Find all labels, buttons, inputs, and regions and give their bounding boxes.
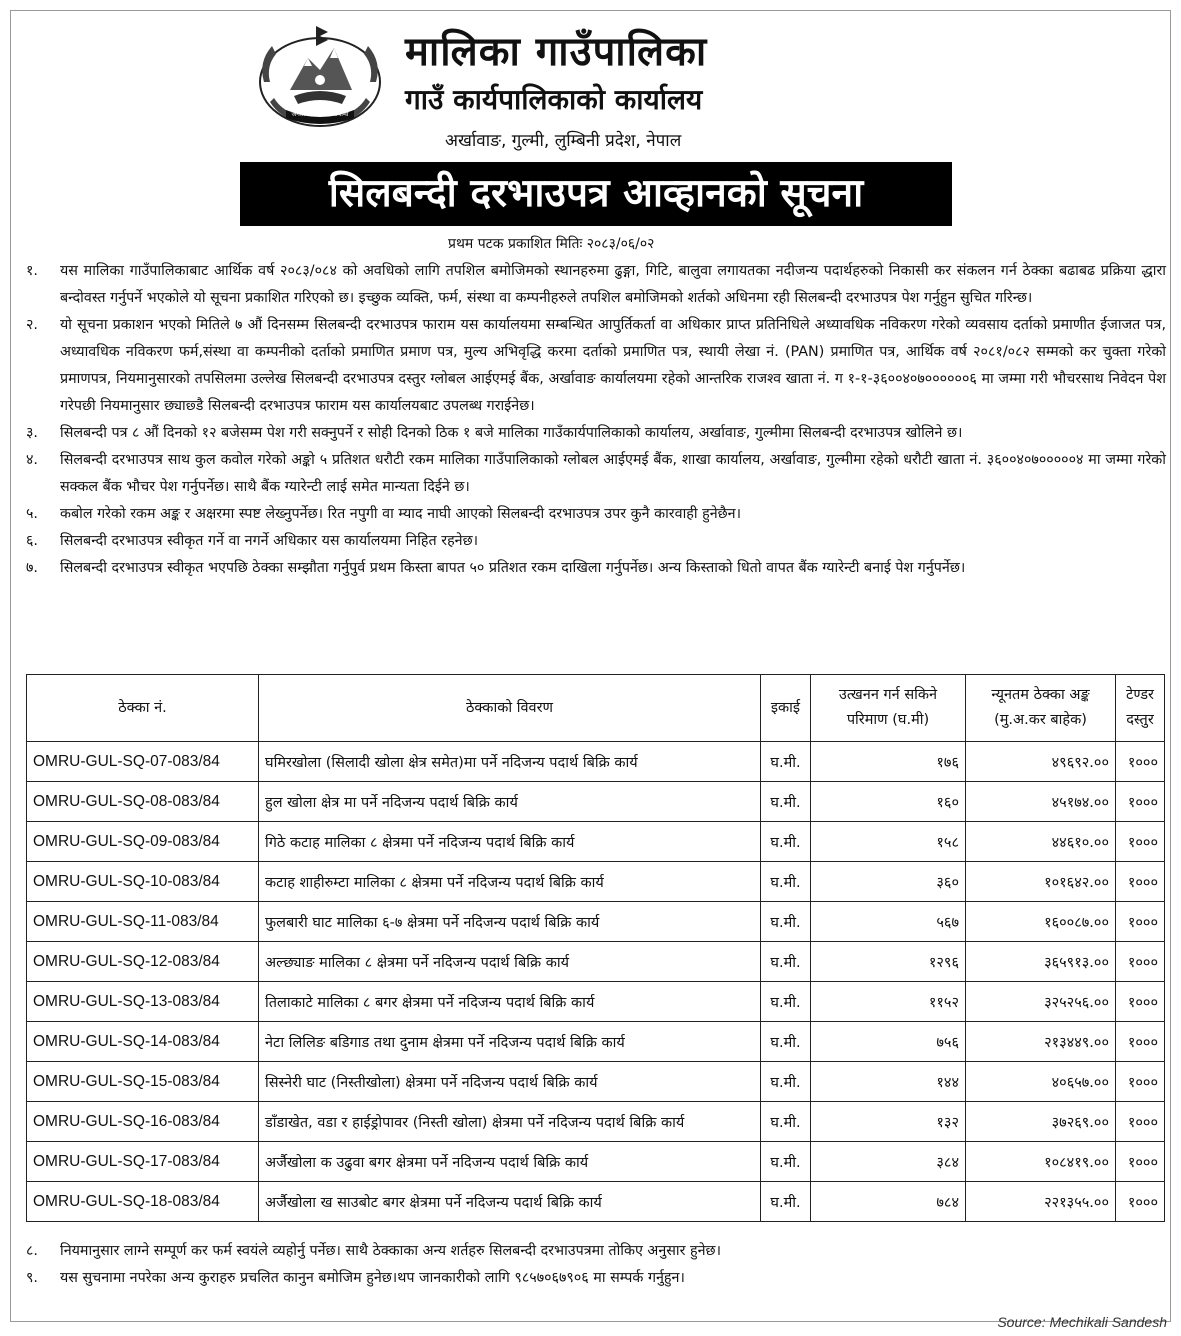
tender-code: OMRU-GUL-SQ-17-083/84 bbox=[27, 1142, 259, 1182]
table-row bbox=[27, 1182, 1165, 1222]
clause-item bbox=[26, 447, 1166, 501]
clause-item bbox=[26, 1238, 1166, 1265]
tender-quantity: १५८ bbox=[811, 822, 966, 862]
clause-item bbox=[26, 1265, 1166, 1292]
clause-item bbox=[26, 420, 1166, 447]
tender-min-amount: २१३४४९.०० bbox=[966, 1022, 1116, 1062]
tender-fee: १००० bbox=[1116, 982, 1165, 1022]
footer-clause-list bbox=[26, 1238, 1166, 1292]
tender-unit: घ.मी. bbox=[761, 742, 811, 782]
tender-fee: १००० bbox=[1116, 862, 1165, 902]
clause-item bbox=[26, 528, 1166, 555]
clause-item bbox=[26, 501, 1166, 528]
table-row bbox=[27, 1102, 1165, 1142]
tender-code: OMRU-GUL-SQ-15-083/84 bbox=[27, 1062, 259, 1102]
clause-text: यो सूचना प्रकाशन भएको मितिले ७ औं दिनसम्म सिलबन्दी दरभाउपत्र फाराम यस कार्यालयमा सम्बन्धित आपुर्तिकर्ता वा अधिकार प्राप्त प्रतिनिधिले अध्यावधिक नविकरण गरेको व्यवसाय दर्ताको प्रमाणीत ईजाजत पत्र, अध्यावधिक नविकरण फर्म,संस्था वा कम्पनीको दर्ताको प्रमाणित प्रमाण पत्र, मुल्य अभिवृद्धि करमा दर्ताको प्रमाणित पत्र, स्थायी लेखा नं. (PAN) प्रमाणित पत्र, आर्थिक वर्ष २०८१/०८२ सम्मको कर चुक्ता गरेको प्रमाणपत्र, नियमानुसारको तपसिलमा उल्लेख सिलबन्दी दरभाउपत्र दस्तुर ग्लोबल आईएमई बैंक, अर्खावाङ कार्यालयमा रहेको आन्तरिक राजश्व खाता नं. ग १-१-३६००४०७००००००६ मा जम्मा गरी भौचरसाथ निवेदन पेश गरेपछी नियमानुसार छ्याछ्डै सिलबन्दी दरभाउपत्र फाराम यस कार्यालयबाट उपलब्ध गराईनेछ। bbox=[60, 317, 1166, 414]
table-row bbox=[27, 982, 1165, 1022]
tender-fee: १००० bbox=[1116, 1142, 1165, 1182]
tender-code: OMRU-GUL-SQ-18-083/84 bbox=[27, 1182, 259, 1222]
tender-unit: घ.मी. bbox=[761, 902, 811, 942]
tender-min-amount: १०८४१९.०० bbox=[966, 1142, 1116, 1182]
tender-quantity: १२९६ bbox=[811, 942, 966, 982]
tender-fee: १००० bbox=[1116, 742, 1165, 782]
tender-code: OMRU-GUL-SQ-14-083/84 bbox=[27, 1022, 259, 1062]
clause-number: ३. bbox=[26, 425, 38, 441]
tender-unit: घ.मी. bbox=[761, 982, 811, 1022]
tender-min-amount: १०१६४२.०० bbox=[966, 862, 1116, 902]
tender-quantity: १६० bbox=[811, 782, 966, 822]
clause-text: नियमानुसार लाग्ने सम्पूर्ण कर फर्म स्वयंले व्यहोर्नु पर्नेछ। साथै ठेक्काका अन्य शर्तहरु सिलबन्दी दरभाउपत्रमा तोकिए अनुसार हुनेछ। bbox=[60, 1243, 721, 1259]
address: अर्खावाङ, गुल्मी, लुम्बिनी प्रदेश, नेपाल bbox=[445, 131, 682, 151]
tender-table bbox=[26, 674, 1165, 1222]
tender-fee: १००० bbox=[1116, 1022, 1165, 1062]
clause-number: ७. bbox=[26, 560, 38, 576]
tender-description: कटाह शाहीरुम्टा मालिका ८ क्षेत्रमा पर्ने नदिजन्य पदार्थ बिक्रि कार्य bbox=[259, 862, 761, 902]
clause-text: सिलबन्दी दरभाउपत्र स्वीकृत भएपछि ठेक्का सम्झौता गर्नुपुर्व प्रथम किस्ता बापत ५० प्रतिशत रकम दाखिला गर्नुपर्नेछ। अन्य किस्ताको धितो वापत बैंक ग्यारेन्टी बनाई पेश गर्नुपर्नेछ। bbox=[60, 560, 966, 576]
tender-unit: घ.मी. bbox=[761, 862, 811, 902]
tender-description: नेटा लिलिङ बडिगाड तथा दुनाम क्षेत्रमा पर्ने नदिजन्य पदार्थ बिक्रि कार्य bbox=[259, 1022, 761, 1062]
tender-quantity: ११५२ bbox=[811, 982, 966, 1022]
notice-title: सिलबन्दी दरभाउपत्र आव्हानको सूचना bbox=[240, 162, 952, 226]
tender-min-amount: ४५१७४.०० bbox=[966, 782, 1116, 822]
column-header: उत्खनन गर्न सकिने परिमाण (घ.मी) bbox=[811, 675, 966, 742]
tender-code: OMRU-GUL-SQ-11-083/84 bbox=[27, 902, 259, 942]
tender-unit: घ.मी. bbox=[761, 942, 811, 982]
table-row bbox=[27, 822, 1165, 862]
tender-code: OMRU-GUL-SQ-13-083/84 bbox=[27, 982, 259, 1022]
tender-description: घमिरखोला (सिलादी खोला क्षेत्र समेत)मा पर्ने नदिजन्य पदार्थ बिक्रि कार्य bbox=[259, 742, 761, 782]
tender-fee: १००० bbox=[1116, 822, 1165, 862]
tender-min-amount: ४४६१०.०० bbox=[966, 822, 1116, 862]
tender-quantity: ७५६ bbox=[811, 1022, 966, 1062]
clause-item bbox=[26, 312, 1166, 420]
tender-min-amount: ४९६९२.०० bbox=[966, 742, 1116, 782]
table-row bbox=[27, 1022, 1165, 1062]
tender-quantity: ५६७ bbox=[811, 902, 966, 942]
tender-code: OMRU-GUL-SQ-12-083/84 bbox=[27, 942, 259, 982]
tender-unit: घ.मी. bbox=[761, 1182, 811, 1222]
table-header-row bbox=[27, 675, 1165, 742]
clause-number: ९. bbox=[26, 1270, 38, 1286]
clause-list bbox=[26, 258, 1166, 582]
tender-code: OMRU-GUL-SQ-16-083/84 bbox=[27, 1102, 259, 1142]
clause-number: ४. bbox=[26, 452, 38, 468]
office-name: गाउँ कार्यपालिकाको कार्यालय bbox=[405, 83, 703, 116]
clause-number: ८. bbox=[26, 1243, 38, 1259]
column-header: ठेक्काको विवरण bbox=[259, 675, 761, 742]
tender-description: गिठे कटाह मालिका ८ क्षेत्रमा पर्ने नदिजन्य पदार्थ बिक्रि कार्य bbox=[259, 822, 761, 862]
publish-date: प्रथम पटक प्रकाशित मितिः २०८३/०६/०२ bbox=[448, 236, 655, 252]
column-header: ठेक्का नं. bbox=[27, 675, 259, 742]
table-row bbox=[27, 862, 1165, 902]
clause-text: सिलबन्दी दरभाउपत्र साथ कुल कवोल गरेको अङ्को ५ प्रतिशत धरौटी रकम मालिका गाउँपालिकाको ग्लोबल आईएमई बैंक, शाखा कार्यालय, अर्खावाङ, गुल्मीमा रहेको धरौटी खाता नं. ३६००४०७०००००४ मा जम्मा गरेको सक्कल बैंक भौचर पेश गर्नुपर्नेछ। साथै बैंक ग्यारेन्टी लाई समेत मान्यता दिईने छ। bbox=[60, 452, 1166, 495]
clause-number: १. bbox=[26, 263, 38, 279]
tender-description: अल्छ्याङ मालिका ८ क्षेत्रमा पर्ने नदिजन्य पदार्थ बिक्रि कार्य bbox=[259, 942, 761, 982]
tender-quantity: ३८४ bbox=[811, 1142, 966, 1182]
tender-fee: १००० bbox=[1116, 1182, 1165, 1222]
source-credit: Source: Mechikali Sandesh bbox=[997, 1314, 1167, 1330]
tender-fee: १००० bbox=[1116, 942, 1165, 982]
tender-code: OMRU-GUL-SQ-09-083/84 bbox=[27, 822, 259, 862]
tender-quantity: ७८४ bbox=[811, 1182, 966, 1222]
clause-item bbox=[26, 258, 1166, 312]
tender-description: हुल खोला क्षेत्र मा पर्ने नदिजन्य पदार्थ बिक्रि कार्य bbox=[259, 782, 761, 822]
table-row bbox=[27, 1142, 1165, 1182]
table-row bbox=[27, 1062, 1165, 1102]
tender-description: डाँडाखेत, वडा र हाईड्रोपावर (निस्ती खोला) क्षेत्रमा पर्ने नदिजन्य पदार्थ बिक्रि कार्य bbox=[259, 1102, 761, 1142]
tender-unit: घ.मी. bbox=[761, 1022, 811, 1062]
tender-quantity: ३६० bbox=[811, 862, 966, 902]
tender-quantity: १४४ bbox=[811, 1062, 966, 1102]
tender-unit: घ.मी. bbox=[761, 1142, 811, 1182]
tender-quantity: १३२ bbox=[811, 1102, 966, 1142]
clause-number: ६. bbox=[26, 533, 38, 549]
tender-unit: घ.मी. bbox=[761, 822, 811, 862]
tender-min-amount: ३२५२५६.०० bbox=[966, 982, 1116, 1022]
tender-code: OMRU-GUL-SQ-10-083/84 bbox=[27, 862, 259, 902]
column-header: टेण्डर दस्तुर bbox=[1116, 675, 1165, 742]
nepal-emblem-icon bbox=[250, 18, 390, 136]
table-row bbox=[27, 782, 1165, 822]
tender-min-amount: २२१३५५.०० bbox=[966, 1182, 1116, 1222]
tender-description: अर्जैखोला क उढुवा बगर क्षेत्रमा पर्ने नदिजन्य पदार्थ बिक्रि कार्य bbox=[259, 1142, 761, 1182]
table-body bbox=[27, 742, 1165, 1222]
tender-min-amount: १६००८७.०० bbox=[966, 902, 1116, 942]
tender-fee: १००० bbox=[1116, 1102, 1165, 1142]
tender-min-amount: ३७२६९.०० bbox=[966, 1102, 1116, 1142]
tender-unit: घ.मी. bbox=[761, 782, 811, 822]
tender-description: सिस्नेरी घाट (निस्तीखोला) क्षेत्रमा पर्ने नदिजन्य पदार्थ बिक्रि कार्य bbox=[259, 1062, 761, 1102]
clause-text: यस सुचनामा नपरेका अन्य कुराहरु प्रचलित कानुन बमोजिम हुनेछ।थप जानकारीको लागि ९८५७०६७९०६ मा सम्पर्क गर्नुहुन। bbox=[60, 1270, 685, 1286]
clause-number: ५. bbox=[26, 506, 38, 522]
clause-text: कबोल गरेको रकम अङ्क र अक्षरमा स्पष्ट लेख्नुपर्नेछ। रित नपुगी वा म्याद नाघी आएको सिलबन्दी दरभाउपत्र उपर कुनै कारवाही हुनेछैन। bbox=[60, 506, 742, 522]
clause-number: २. bbox=[26, 317, 38, 333]
tender-fee: १००० bbox=[1116, 1062, 1165, 1102]
org-name: मालिका गाउँपालिका bbox=[405, 29, 708, 75]
tender-unit: घ.मी. bbox=[761, 1062, 811, 1102]
table-row bbox=[27, 942, 1165, 982]
table-row bbox=[27, 902, 1165, 942]
tender-description: फुलबारी घाट मालिका ६-७ क्षेत्रमा पर्ने नदिजन्य पदार्थ बिक्रि कार्य bbox=[259, 902, 761, 942]
tender-fee: १००० bbox=[1116, 782, 1165, 822]
clause-text: सिलबन्दी दरभाउपत्र स्वीकृत गर्ने वा नगर्ने अधिकार यस कार्यालयमा निहित रहनेछ। bbox=[60, 533, 479, 549]
tender-unit: घ.मी. bbox=[761, 1102, 811, 1142]
tender-quantity: १७६ bbox=[811, 742, 966, 782]
tender-description: तिलाकाटे मालिका ८ बगर क्षेत्रमा पर्ने नदिजन्य पदार्थ बिक्रि कार्य bbox=[259, 982, 761, 1022]
tender-fee: १००० bbox=[1116, 902, 1165, 942]
tender-code: OMRU-GUL-SQ-07-083/84 bbox=[27, 742, 259, 782]
emblem-caption: जनता जनार्दनको सेवामा bbox=[291, 110, 349, 118]
tender-description: अर्जैखोला ख साउबोट बगर क्षेत्रमा पर्ने नदिजन्य पदार्थ बिक्रि कार्य bbox=[259, 1182, 761, 1222]
clause-text: सिलबन्दी पत्र ८ औं दिनको १२ बजेसम्म पेश गरी सक्नुपर्ने र सोही दिनको ठिक १ बजे मालिका गाउँकार्यपालिकाको कार्यालय, अर्खावाङ, गुल्मीमा सिलबन्दी दरभाउपत्र खोलिने छ। bbox=[60, 425, 963, 441]
tender-code: OMRU-GUL-SQ-08-083/84 bbox=[27, 782, 259, 822]
column-header: न्यूनतम ठेक्का अङ्क (मु.अ.कर बाहेक) bbox=[966, 675, 1116, 742]
clause-item bbox=[26, 555, 1166, 582]
clause-text: यस मालिका गाउँपालिकाबाट आर्थिक वर्ष २०८३/०८४ को अवधिको लागि तपशिल बमोजिमको स्थानहरुमा ढुङ्गा, गिटि, बालुवा लगायतका नदीजन्य पदार्थहरुको निकासी कर संकलन गर्न ठेक्का बढाबढ प्रक्रिया द्धारा बन्दोवस्त गर्नुपर्ने भएकोले यो सूचना प्रकाशित गरिएको छ। इच्छुक व्यक्ति, फर्म, संस्था वा कम्पनीहरुले तपशिल बमोजिमको शर्तको अधिनमा रही सिलबन्दी दरभाउपत्र पेश गर्नुहुन सुचित गरिन्छ। bbox=[60, 263, 1166, 306]
column-header: इकाई bbox=[761, 675, 811, 742]
tender-min-amount: ३६५९१३.०० bbox=[966, 942, 1116, 982]
tender-min-amount: ४०६५७.०० bbox=[966, 1062, 1116, 1102]
table-row bbox=[27, 742, 1165, 782]
